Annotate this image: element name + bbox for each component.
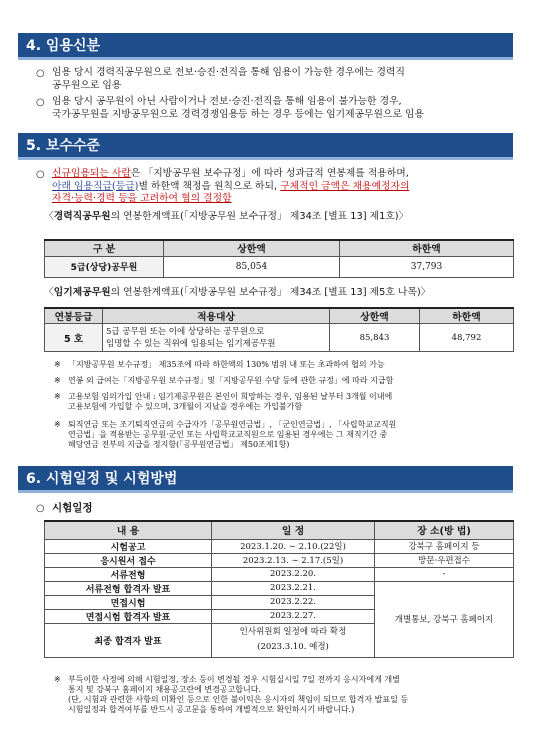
highlight-new-hire: 신규임용되는 사람: [52, 168, 131, 179]
text-line: 공무원으로 임용: [52, 79, 122, 91]
table-row: [45, 581, 514, 595]
table-cell: 면접시험: [45, 595, 212, 609]
table-cell: 응시원서 접수: [45, 553, 212, 567]
text-line: (단, 시험과 관련한 사항의 미확인 등으로 인한 불이익은 응시자의 책임이 되므로 합격자 발표일 등: [68, 695, 409, 704]
section-4-item-1: [52, 67, 522, 92]
text-line: 임용 당시 경력직공무원으로 전보·승진·전직을 통해 임용이 가능한 경우에는 경력직: [52, 67, 405, 78]
text-line: [52, 181, 527, 194]
section-4-title: 4. 임용신분: [26, 38, 101, 54]
table-cell: 2023.2.22.: [212, 595, 375, 609]
table-row: [45, 256, 514, 277]
column-header: 장 소(방 법): [375, 521, 514, 539]
table-cell: [212, 623, 375, 657]
note-other-pay: [54, 376, 524, 386]
table-cell-merged: 개별통보, 강북구 홈페이지: [375, 581, 514, 657]
caption-text: 의 연봉한계액표(「지방공무원 보수규정」 제34조 [별표 13] 제1호)〉: [110, 211, 409, 222]
table-cell: 최종 합격자 발표: [45, 623, 212, 657]
caption-bold: 경력직공무원: [53, 211, 111, 222]
bullet: ○: [36, 97, 45, 108]
table-cell: 5급(상당)공무원: [45, 256, 164, 277]
text-line: 부득이한 사정에 의해 시험일정, 장소 등이 변경될 경우 시험실시일 7일 전까지 응시자에게 개별: [68, 675, 400, 684]
bullet: ○: [36, 169, 45, 180]
table-cell: -: [375, 567, 514, 581]
career-salary-table: [44, 239, 514, 278]
column-header: 상한액: [164, 240, 340, 256]
table-cell: 2023.1.20. ∼ 2.10.(22일): [212, 539, 375, 553]
table-cell: 37,793: [340, 256, 514, 277]
table-header-row: [45, 308, 514, 324]
schedule-note: [54, 675, 524, 715]
highlight-grade: 아래 임용직급(등급): [52, 180, 139, 192]
column-header: 내 용: [45, 521, 212, 539]
bullet: ○: [36, 68, 45, 79]
table-cell: [103, 324, 330, 352]
note-employment-insurance: [54, 392, 524, 412]
text-line: 퇴직연금 또는 조기퇴직연금의 수급자가「공무원연금법」, 「군인연금법」, 「사립학교교직원: [68, 420, 397, 429]
section-6-title: 6. 시험일정 및 시험방법: [26, 471, 178, 487]
section-5-title: 5. 보수수준: [26, 138, 101, 154]
note-mark: ※: [54, 420, 61, 429]
bracket: 〈: [44, 211, 54, 222]
schedule-table: [44, 520, 514, 658]
note-mark: ※: [54, 392, 61, 401]
table-row: [45, 324, 514, 352]
text-line: 임명할 수 있는 직위에 임용되는 임기제공무원: [106, 338, 276, 349]
table-cell: 2023.2.27.: [212, 609, 375, 623]
note-mark: ※: [54, 360, 61, 369]
bullet: ○: [36, 503, 45, 514]
table-header-row: [45, 521, 514, 539]
column-header: 상한액: [330, 308, 420, 324]
column-header: 하한액: [420, 308, 514, 324]
text-line: 임용 당시 공무원이 아닌 사람이거나 전보·승진·전직을 통해 임용이 불가능한 경우,: [52, 96, 402, 107]
note-mark: ※: [54, 376, 61, 385]
table-2-caption: [44, 287, 524, 300]
table-cell: 서류전형: [45, 567, 212, 581]
text-line: (2023.3.10. 예정): [257, 642, 329, 652]
table-cell: 면접시험 합격자 발표: [45, 609, 212, 623]
text-line: 인사위원회 일정에 따라 확정: [239, 627, 347, 637]
table-header-row: [45, 240, 514, 256]
highlight-consult: 자격·능력·경력 등을 고려하여 협의 결정함: [52, 193, 232, 204]
column-header: 하한액: [340, 240, 514, 256]
section-4-item-2: [52, 96, 522, 121]
column-header: 적용대상: [103, 308, 330, 324]
table-row: [45, 567, 514, 581]
section-6-header: [18, 466, 513, 493]
table-row: [45, 539, 514, 553]
term-salary-table: [44, 307, 514, 352]
table-cell: 시험공고: [45, 539, 212, 553]
schedule-subtitle: 시험일정: [52, 502, 93, 514]
text-line: 고용보험 임의가입 안내 : 임기제공무원은 본인이 희망하는 경우, 임용된 날부터 3개월 이내에: [68, 392, 393, 401]
salary-paragraph: [52, 168, 527, 206]
column-header: 연봉등급: [45, 308, 103, 324]
table-cell: 5 호: [45, 324, 103, 352]
note-pension: [54, 420, 524, 450]
caption-bold: 임기제공무원: [53, 287, 111, 298]
text-line: 국가공무원을 지방공무원으로 경력경쟁임용등 하는 경우 등에는 임기제공무원으로 임용: [52, 108, 424, 120]
bracket: 〈: [44, 287, 54, 298]
text-span: 은 「지방공무원 보수규정」에 따라 성과급적 연봉제를 적용하며,: [130, 168, 409, 179]
text-line: 통지 및 강북구 홈페이지 채용공고란에 변경공고합니다.: [68, 685, 261, 694]
table-cell: 서류전형 합격자 발표: [45, 581, 212, 595]
text-line: 해당연금 전부의 지급을 정지함(「공무원연금법」 제50조제1항): [68, 440, 290, 449]
table-cell: 85,843: [330, 324, 420, 352]
table-cell: 2023.2.13. ∼ 2.17.(5일): [212, 553, 375, 567]
text-line: 고용보험에 가입할 수 있으며, 3개월이 지났을 경우에는 가입불가함: [68, 402, 303, 411]
text-line: [52, 168, 527, 181]
text-line: 시험일정과 합격여부를 반드시 공고문을 통하여 개별적으로 확인하시기 바랍니다.): [68, 705, 355, 714]
caption-text: 의 연봉한계액표(「지방공무원 보수규정」 제34조 [별표 13] 제5호 나목)〉: [110, 287, 431, 298]
table-cell: 강북구 홈페이지 등: [375, 539, 514, 553]
text-line: [52, 193, 527, 206]
text-line: 5급 공무원 또는 이에 상당하는 공무원으로: [106, 326, 265, 337]
text-line: 「지방공무원 보수규정」 제35조에 따라 하한액의 130% 범위 내 또는 초과하여 협의 가능: [68, 360, 385, 369]
section-5-header: [18, 133, 513, 160]
table-row: [45, 553, 514, 567]
highlight-amount: 구체적인 금액은 채용예정자의: [280, 180, 410, 192]
column-header: 일 정: [212, 521, 375, 539]
table-cell: 2023.2.21.: [212, 581, 375, 595]
column-header: 구 분: [45, 240, 164, 256]
note-130-percent: [54, 360, 524, 370]
table-cell: 85,054: [164, 256, 340, 277]
table-cell: 48,792: [420, 324, 514, 352]
section-4-header: [18, 33, 513, 60]
note-mark: ※: [54, 675, 61, 684]
table-1-caption: [44, 211, 524, 224]
text-line: 연금법」을 적용받는 공무원·군인 또는 사립학교교직원으로 임용된 경우에는 그 재직기간 중: [68, 430, 388, 439]
text-line: 연봉 외 급여는「지방공무원 보수규정」및「지방공무원 수당 등에 관한 규정」에 따라 지급함: [68, 376, 394, 385]
table-cell: 방문·우편접수: [375, 553, 514, 567]
text-span: 별 하한액 책정을 원칙으로 하되,: [138, 180, 281, 192]
table-cell: 2023.2.20.: [212, 567, 375, 581]
